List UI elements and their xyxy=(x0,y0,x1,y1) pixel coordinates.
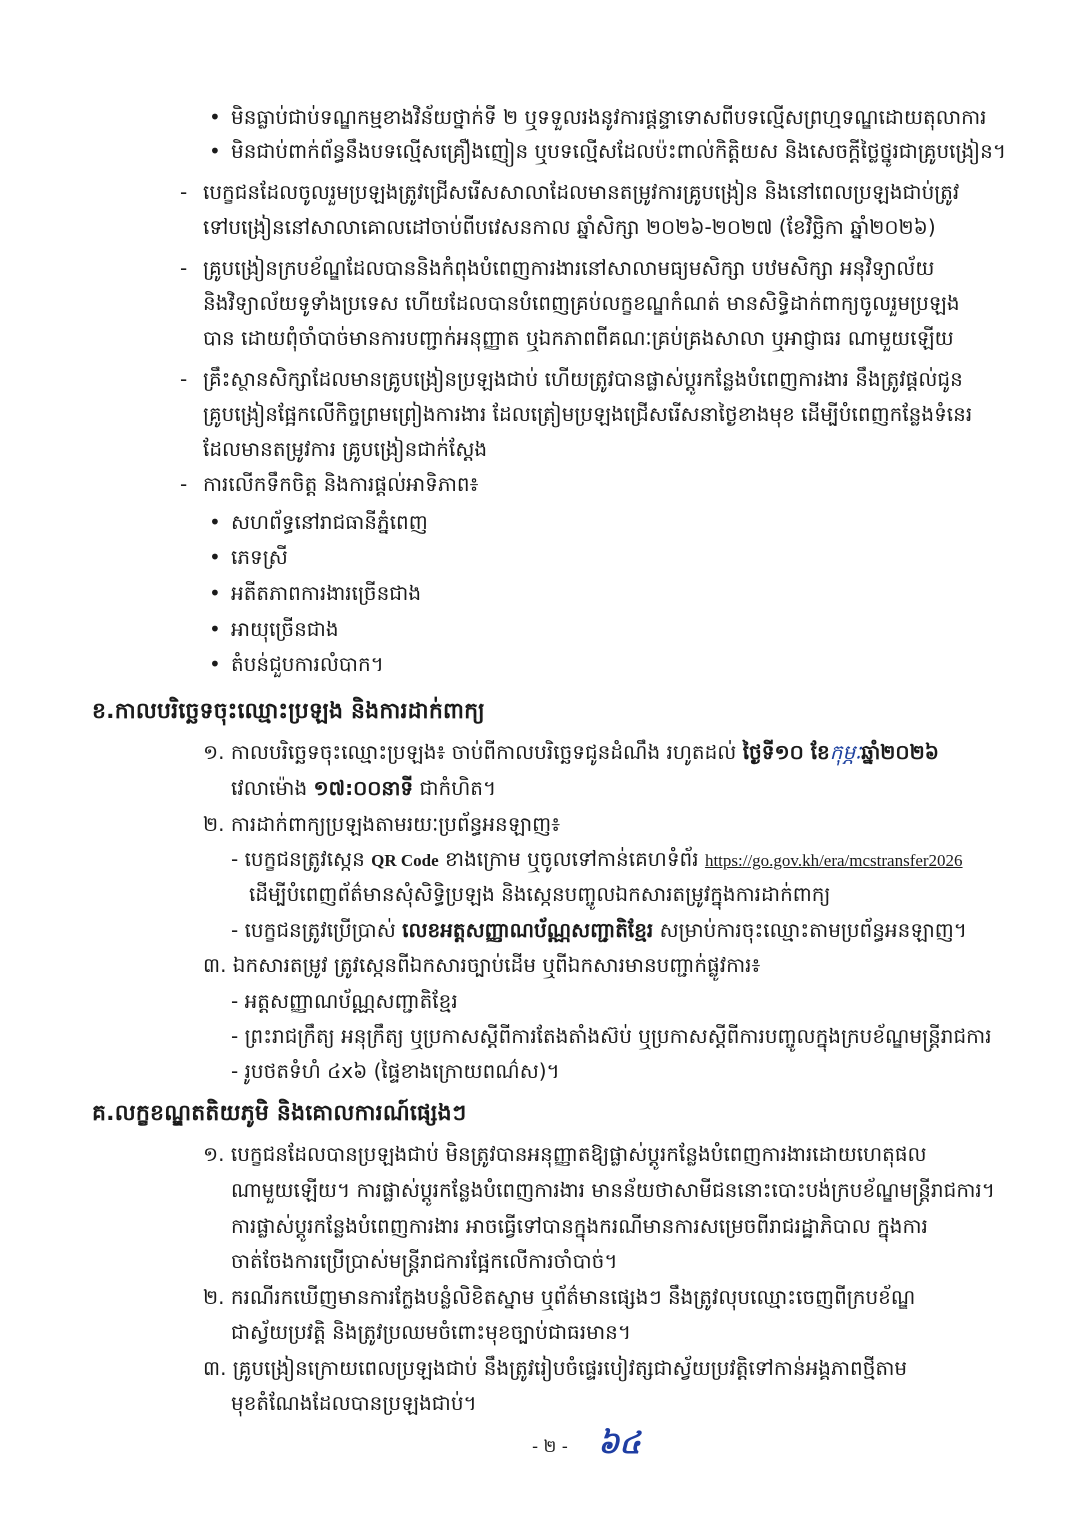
dash1-line-2: ទៅបង្រៀននៅសាលាគោលដៅចាប់ពីបវេសនកាល ឆ្នាំសិក្សា ២០២៦-២០២៧ (ខែវិច្ឆិកា ឆ្នាំ២០២៦) xyxy=(203,215,936,239)
b2b-text: - បេក្ខជនត្រូវប្រើប្រាស់ xyxy=(231,918,403,942)
c1-line-3: ការផ្លាស់ប្តូរកន្លែងបំពេញការងារ អាចធ្វើទៅបានក្នុងករណីមានការសម្រេចពីរាជរដ្ឋាភិបាល ក្នុងការ xyxy=(231,1214,928,1238)
bullet-text-1: មិនធ្លាប់ជាប់ទណ្ឌកម្មខាងវិន័យថ្នាក់ទី ២ ឬទទួលរងនូវការផ្តន្ទាទោសពីបទល្មើសព្រហ្មទណ្ឌដោយតុលាការ xyxy=(231,105,987,129)
b2-title: ២. ការដាក់ពាក្យប្រឡងតាមរយៈប្រព័ន្ធអនឡាញ៖ xyxy=(203,812,561,836)
dash2-line-2: និងវិទ្យាល័យទូទាំងប្រទេស ហើយដែលបានបំពេញគ្រប់លក្ខខណ្ឌកំណត់ មានសិទ្ធិដាក់ពាក្យចូលរួមប្រឡង xyxy=(203,291,960,315)
b1-handwritten-month: កុម្ភៈ xyxy=(829,740,862,764)
priority-item-3: អតីតភាពការងារច្រើនជាង xyxy=(231,581,422,605)
b3-title: ៣. ឯកសារតម្រូវ ត្រូវស្កេនពីឯកសារច្បាប់ដើម ឬពីឯកសារមានបញ្ជាក់ផ្លូវការ៖ xyxy=(203,953,761,977)
c2-line-2: ជាស្វ័យប្រវត្តិ និងត្រូវប្រឈមចំពោះមុខច្បាប់ជាធរមាន។ xyxy=(231,1320,632,1344)
dash4-text: ការលើកទឹកចិត្ត និងការផ្តល់អាទិភាព៖ xyxy=(203,472,479,496)
registration-link[interactable]: https://go.gov.kh/era/mcstransfer2026 xyxy=(704,851,963,870)
priority-item-1: សហព័ទ្ធនៅរាជធានីភ្នំពេញ xyxy=(231,510,428,534)
b1-line-2 xyxy=(231,771,496,805)
b2a-line-2: ដើម្បីបំពេញព័ត៌មានសុំសិទ្ធិប្រឡង និងស្កេនបញ្ចូលឯកសារតម្រូវក្នុងការដាក់ពាក្យ xyxy=(249,882,831,906)
c1-line-4: ចាត់ចែងការប្រើប្រាស់មន្ត្រីរាជការផ្អែកលើការចាំបាច់។ xyxy=(231,1249,618,1273)
b1-line-1 xyxy=(203,735,939,769)
priority-item-5: តំបន់ជួបការលំបាក។ xyxy=(231,652,384,676)
b3-item-3: - រូបថតទំហំ ៤x៦ (ផ្ទៃខាងក្រោយពណ៌ស)។ xyxy=(231,1059,560,1083)
c3-line-1: ៣. គ្រូបង្រៀនក្រោយពេលប្រឡងជាប់ នឹងត្រូវរៀបចំផ្ទេរបៀវត្សជាស្វ័យប្រវត្តិទៅកាន់អង្គភាពថ្មីតាម xyxy=(203,1356,908,1380)
dash1-line-1: បេក្ខជនដែលចូលរួមប្រឡងត្រូវជ្រើសរើសសាលាដែលមានតម្រូវការគ្រូបង្រៀន និងនៅពេលប្រឡងជាប់ត្រូវ xyxy=(203,180,960,204)
dash-marker: - xyxy=(180,256,188,280)
b1-time: ១៧:០០នាទី xyxy=(313,776,414,800)
b1-date: ថ្ងៃទី១០ ខែ xyxy=(742,740,830,764)
b2b-line xyxy=(231,913,967,947)
b1-time-label: វេលាម៉ោង xyxy=(231,776,314,800)
bullet-dot: • xyxy=(209,105,221,129)
priority-item-4: អាយុច្រើនជាង xyxy=(231,617,339,641)
bullet-dot: • xyxy=(209,581,221,605)
priority-item-2: ភេទស្រី xyxy=(231,545,288,569)
bullet-dot: • xyxy=(209,139,221,163)
b3-item-2: - ព្រះរាជក្រឹត្យ អនុក្រឹត្យ ឬប្រកាសស្តីពីការតែងតាំងស៊ប់ ឬប្រកាសស្តីពីការបញ្ចូលក្នុងក្របខ័ណ្ឌមន្ត្រីរាជការ xyxy=(231,1024,992,1048)
dash3-line-2: គ្រូបង្រៀនផ្អែកលើកិច្ចព្រមព្រៀងការងារ ដែលត្រៀមប្រឡងជ្រើសរើសនាថ្ងៃខាងមុខ ដើម្បីបំពេញកន្លែងទំនេរ xyxy=(203,402,973,426)
dash3-line-3: ដែលមានតម្រូវការ គ្រូបង្រៀនជាក់ស្តែង xyxy=(203,437,488,461)
bullet-text-2: មិនជាប់ពាក់ព័ន្ធនឹងបទល្មើសគ្រឿងញៀន ឬបទល្មើសដែលប៉ះពាល់កិត្តិយស និងសេចក្តីថ្លៃថ្នូរជាគ្រូបង្រៀន។ xyxy=(231,139,1007,163)
b2a-line-1 xyxy=(231,842,963,878)
b2b-id-card: លេខអត្តសញ្ញាណប័ណ្ណសញ្ជាតិខ្មែរ xyxy=(402,918,654,942)
section-heading-b: ខ.កាលបរិច្ឆេទចុះឈ្មោះប្រឡង និងការដាក់ពាក្យ xyxy=(92,699,485,724)
section-heading-c: គ.លក្ខខណ្ឌតតិយភូមិ និងគោលការណ៍ផ្សេងៗ xyxy=(92,1101,467,1126)
b2a-text: - បេក្ខជនត្រូវស្កេន xyxy=(231,847,372,871)
b1-time-suffix: ជាកំហិត។ xyxy=(413,776,497,800)
bullet-dot: • xyxy=(209,510,221,534)
dash-marker: - xyxy=(180,472,188,496)
c2-line-1: ២. ករណីរកឃើញមានការក្លែងបន្លំលិខិតស្នាម ឬព័ត៌មានផ្សេងៗ នឹងត្រូវលុបឈ្មោះចេញពីក្របខ័ណ្ឌ xyxy=(203,1285,916,1309)
bullet-dot: • xyxy=(209,617,221,641)
dash-marker: - xyxy=(180,367,188,391)
handwritten-page-number: ៦៤ xyxy=(598,1426,641,1461)
dash3-line-1: គ្រឹះស្ថានសិក្សាដែលមានគ្រូបង្រៀនប្រឡងជាប់ ហើយត្រូវបានផ្លាស់ប្តូរកន្លែងបំពេញការងារ នឹងត្រូវផ្តល់ជូន xyxy=(203,367,963,391)
c1-line-2: ណាមួយឡើយ។ ការផ្លាស់ប្តូរកន្លែងបំពេញការងារ មានន័យថាសាមីជននោះបោះបង់ក្របខ័ណ្ឌមន្ត្រីរាជការ។ xyxy=(231,1178,995,1202)
dash2-line-3: បាន ដោយពុំចាំបាច់មានការបញ្ជាក់អនុញ្ញាត ឬឯកភាពពីគណៈគ្រប់គ្រងសាលា ឬអាជ្ញាធរ ណាមួយឡើយ xyxy=(203,326,954,350)
b3-item-1: - អត្តសញ្ញាណប័ណ្ណសញ្ជាតិខ្មែរ xyxy=(231,989,458,1013)
b2b-suffix: សម្រាប់ការចុះឈ្មោះតាមប្រព័ន្ធអនឡាញ។ xyxy=(653,918,967,942)
b1-year: ឆ្នាំ២០២៦ xyxy=(861,740,939,764)
dash-marker: - xyxy=(180,180,188,204)
b2a-mid: ខាងក្រោម ឬចូលទៅកាន់គេហទំព័រ xyxy=(438,847,705,871)
c3-line-2: មុខតំណែងដែលបានប្រឡងជាប់។ xyxy=(231,1391,477,1415)
page-number: - ២ - xyxy=(532,1437,568,1457)
bullet-dot: • xyxy=(209,545,221,569)
c1-line-1: ១. បេក្ខជនដែលបានប្រឡងជាប់ មិនត្រូវបានអនុញ្ញាតឱ្យផ្លាស់ប្តូរកន្លែងបំពេញការងារដោយហេតុផល xyxy=(203,1142,927,1166)
dash2-line-1: គ្រូបង្រៀនក្របខ័ណ្ឌដែលបាននិងកំពុងបំពេញការងារនៅសាលាមធ្យមសិក្សា បឋមសិក្សា អនុវិទ្យាល័យ xyxy=(203,256,935,280)
qr-code-label: QR Code xyxy=(371,851,439,870)
bullet-dot: • xyxy=(209,652,221,676)
b1-text: ១. កាលបរិច្ឆេទចុះឈ្មោះប្រឡង៖ ចាប់ពីកាលបរិច្ឆេទជូនដំណឹង រហូតដល់ xyxy=(203,740,743,764)
